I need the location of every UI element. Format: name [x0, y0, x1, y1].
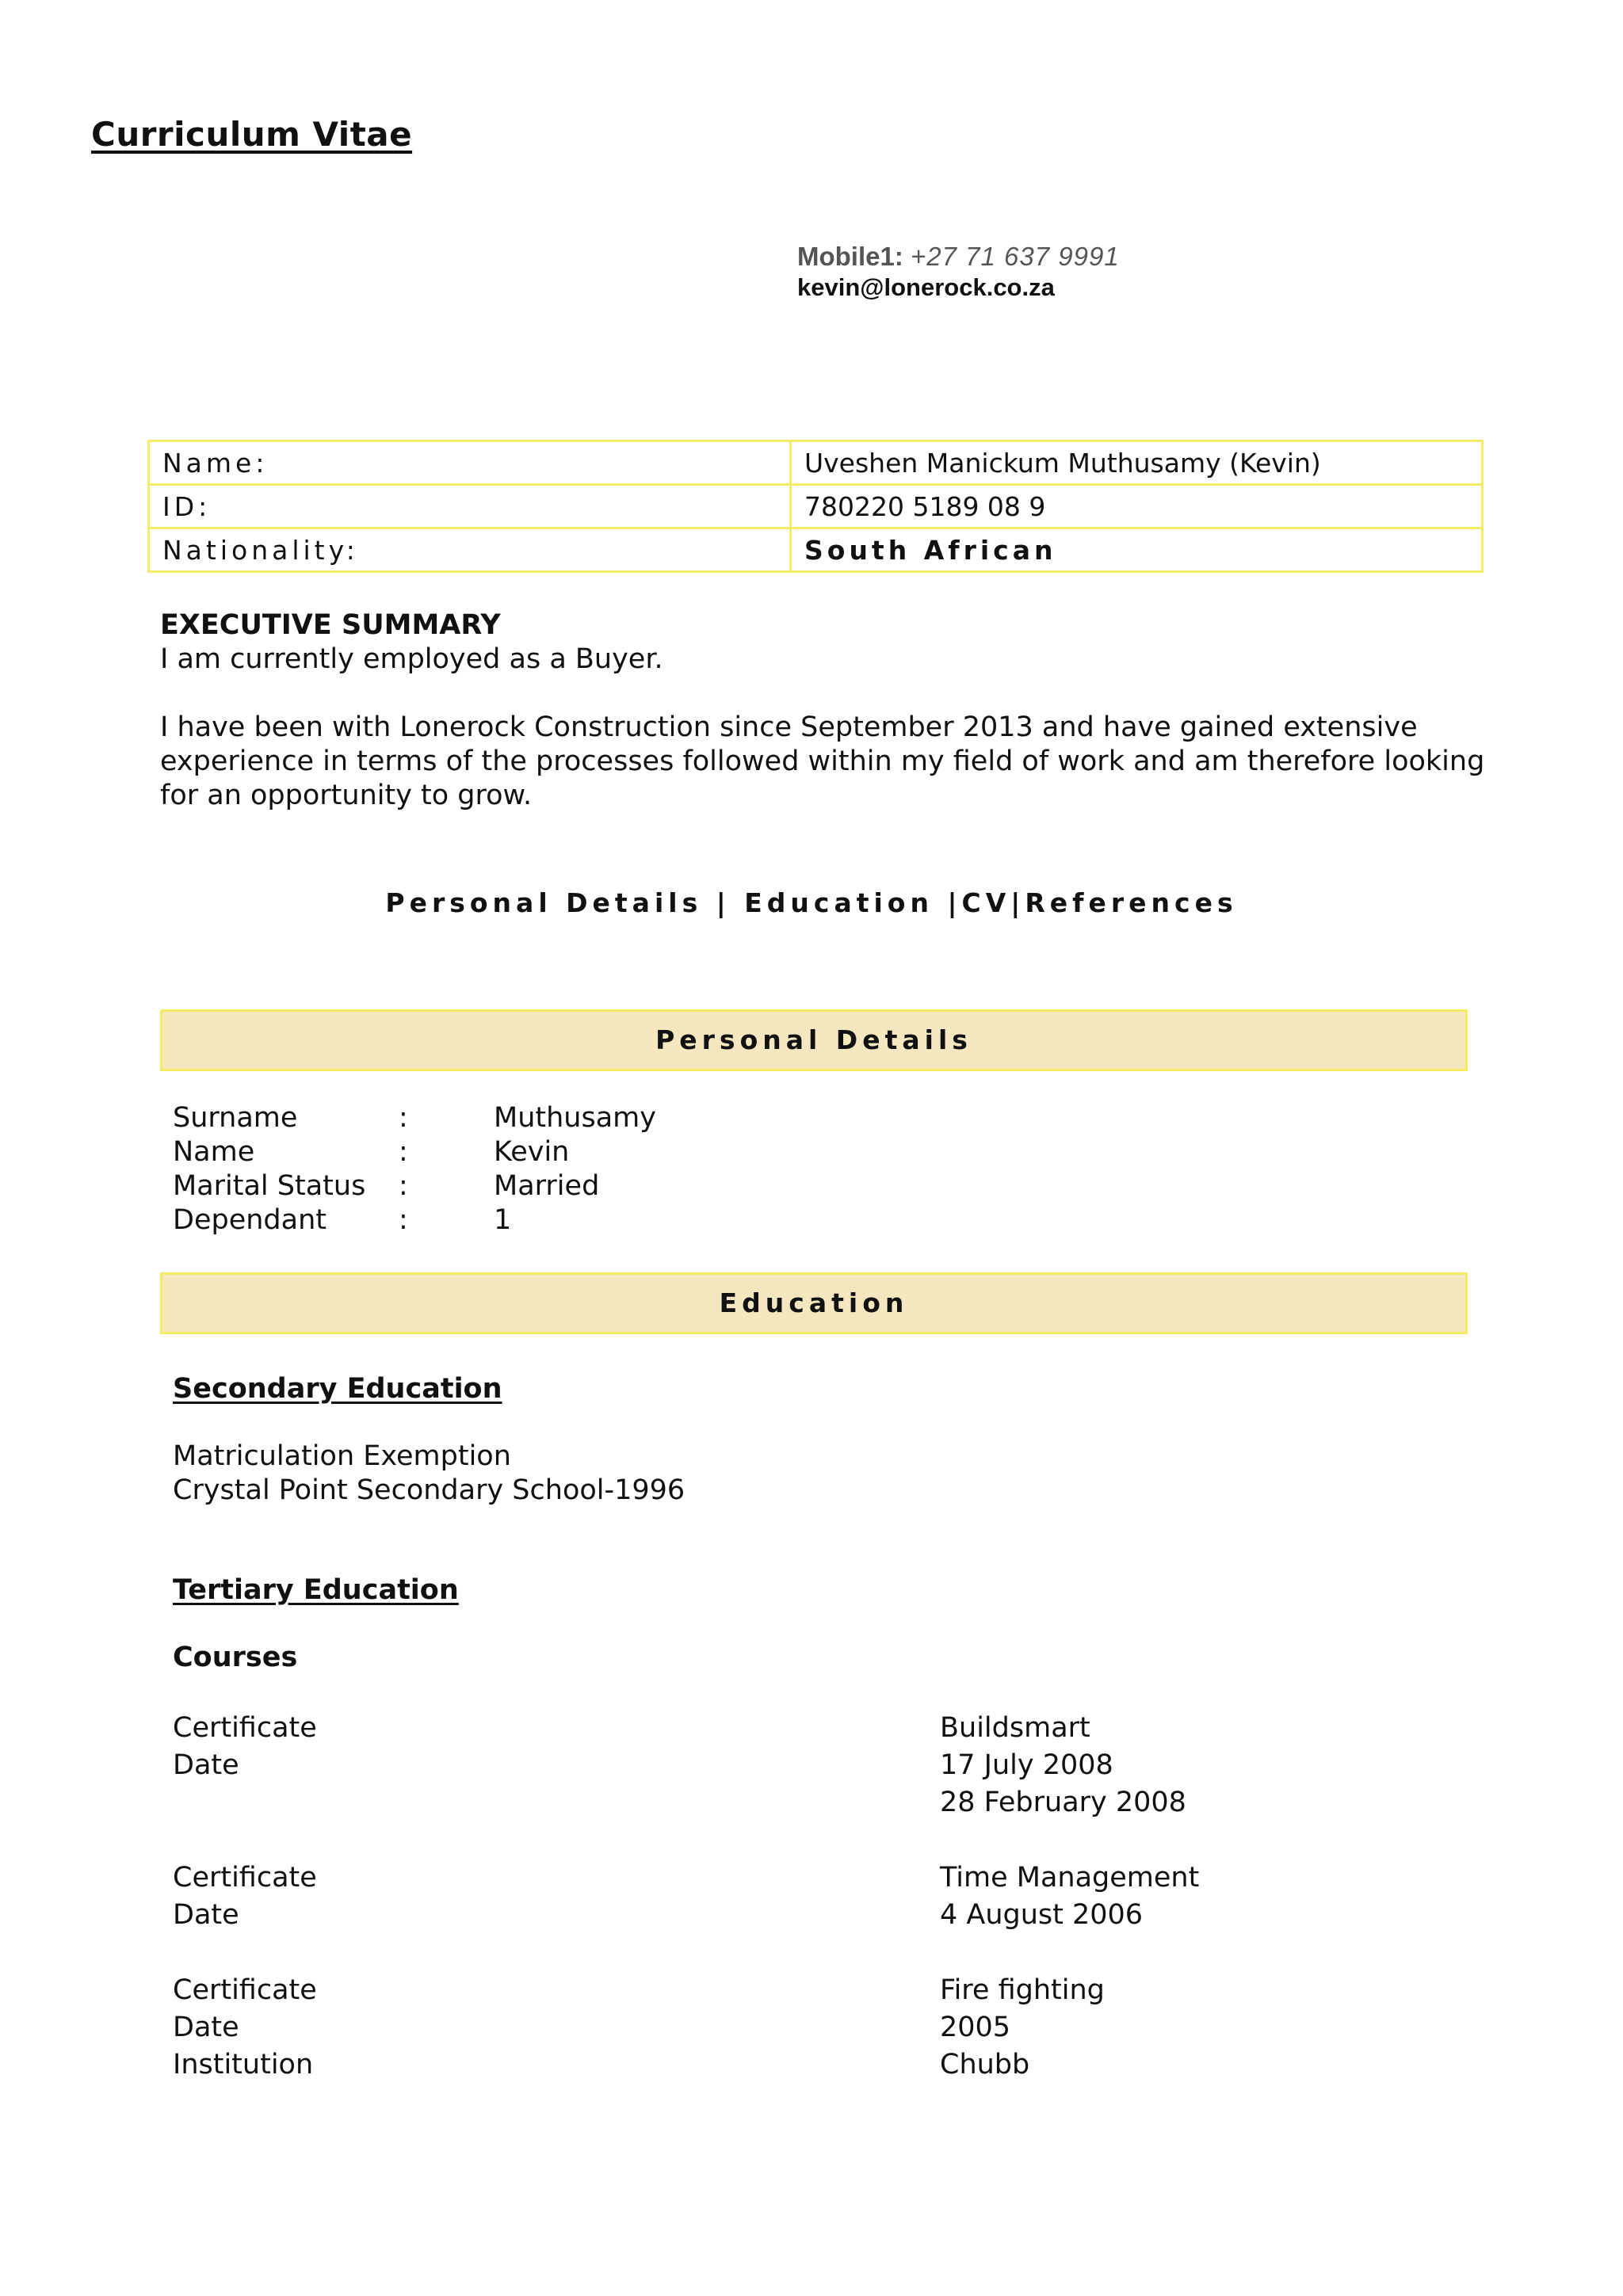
secondary-education-line: Matriculation Exemption [173, 1440, 511, 1472]
list-item [173, 2009, 1520, 2046]
document-title: Curriculum Vitae [91, 115, 413, 154]
course-label: Date [173, 1899, 239, 1931]
info-key-nationality: Nationality: [149, 528, 791, 572]
detail-value: Married [494, 1170, 600, 1202]
course-value: Buildsmart [940, 1712, 1090, 1744]
personal-details-heading: Personal Details [160, 1009, 1468, 1071]
secondary-education-school: Crystal Point Secondary School-1996 [173, 1474, 685, 1506]
course-buildsmart [173, 1710, 1520, 1821]
course-label: Date [173, 2012, 239, 2043]
info-key-id: ID: [149, 485, 791, 528]
detail-separator: : [399, 1170, 408, 1202]
detail-separator: : [399, 1102, 408, 1134]
course-value: Fire fighting [940, 1974, 1105, 2006]
courses-heading: Courses [173, 1642, 298, 1673]
education-heading: Education [160, 1272, 1468, 1334]
detail-value: Kevin [494, 1136, 570, 1168]
list-item [173, 1859, 1520, 1897]
email: kevin@lonerock.co.za [797, 273, 1055, 301]
contact-block [797, 242, 1120, 302]
list-item [173, 1747, 1520, 1784]
list-item [173, 1972, 1520, 2009]
list-item [173, 1784, 1520, 1821]
info-value-nationality: South African [791, 528, 1483, 572]
mobile-line [797, 242, 1120, 272]
course-value: 4 August 2006 [940, 1899, 1144, 1931]
list-item [173, 1101, 656, 1135]
course-label: Certificate [173, 1974, 317, 2006]
table-row [149, 528, 1483, 572]
course-label: Institution [173, 2049, 314, 2081]
list-item [173, 1897, 1520, 1934]
course-label: Certificate [173, 1862, 317, 1894]
course-value: Chubb [940, 2049, 1030, 2081]
list-item [173, 1203, 656, 1238]
detail-separator: : [399, 1204, 408, 1236]
course-value: 2005 [940, 2012, 1011, 2043]
detail-label: Marital Status [173, 1170, 366, 1202]
tertiary-education-heading: Tertiary Education [173, 1574, 459, 1606]
list-item [173, 1169, 656, 1203]
table-row [149, 485, 1483, 528]
table-row [149, 441, 1483, 485]
section-nav: Personal Details | Education |CV|References [385, 887, 1238, 918]
detail-label: Dependant [173, 1204, 327, 1236]
detail-label: Surname [173, 1102, 298, 1134]
detail-value: 1 [494, 1204, 512, 1236]
executive-summary-line: I am currently employed as a Buyer. [160, 643, 663, 675]
mobile-value: +27 71 637 9991 [911, 242, 1120, 271]
list-item [173, 1710, 1520, 1747]
list-item [173, 2046, 1520, 2084]
detail-value: Muthusamy [494, 1102, 656, 1134]
executive-summary-heading: EXECUTIVE SUMMARY [160, 609, 501, 641]
course-value: 17 July 2008 [940, 1749, 1113, 1781]
course-value: Time Management [940, 1862, 1200, 1894]
detail-separator: : [399, 1136, 408, 1168]
executive-summary-paragraph: I have been with Lonerock Construction since September 2013 and have gained extensive experience in terms of the processes followed within my field of work and am therefore looking for an opportunity to grow. [160, 711, 1485, 811]
course-value: 28 February 2008 [940, 1787, 1186, 1818]
info-value-id: 780220 5189 08 9 [791, 485, 1483, 528]
info-table [147, 440, 1484, 573]
personal-details-list [173, 1101, 656, 1238]
info-value-name: Uveshen Manickum Muthusamy (Kevin) [791, 441, 1483, 485]
secondary-education-heading: Secondary Education [173, 1373, 502, 1405]
course-label: Certificate [173, 1712, 317, 1744]
course-fire-fighting [173, 1972, 1520, 2084]
list-item [173, 1135, 656, 1169]
course-label [173, 1784, 940, 1821]
detail-label: Name [173, 1136, 255, 1168]
course-time-management [173, 1859, 1520, 1934]
executive-summary [160, 608, 1523, 813]
course-label: Date [173, 1749, 239, 1781]
mobile-label: Mobile1: [797, 242, 903, 271]
info-key-name: Name: [149, 441, 791, 485]
